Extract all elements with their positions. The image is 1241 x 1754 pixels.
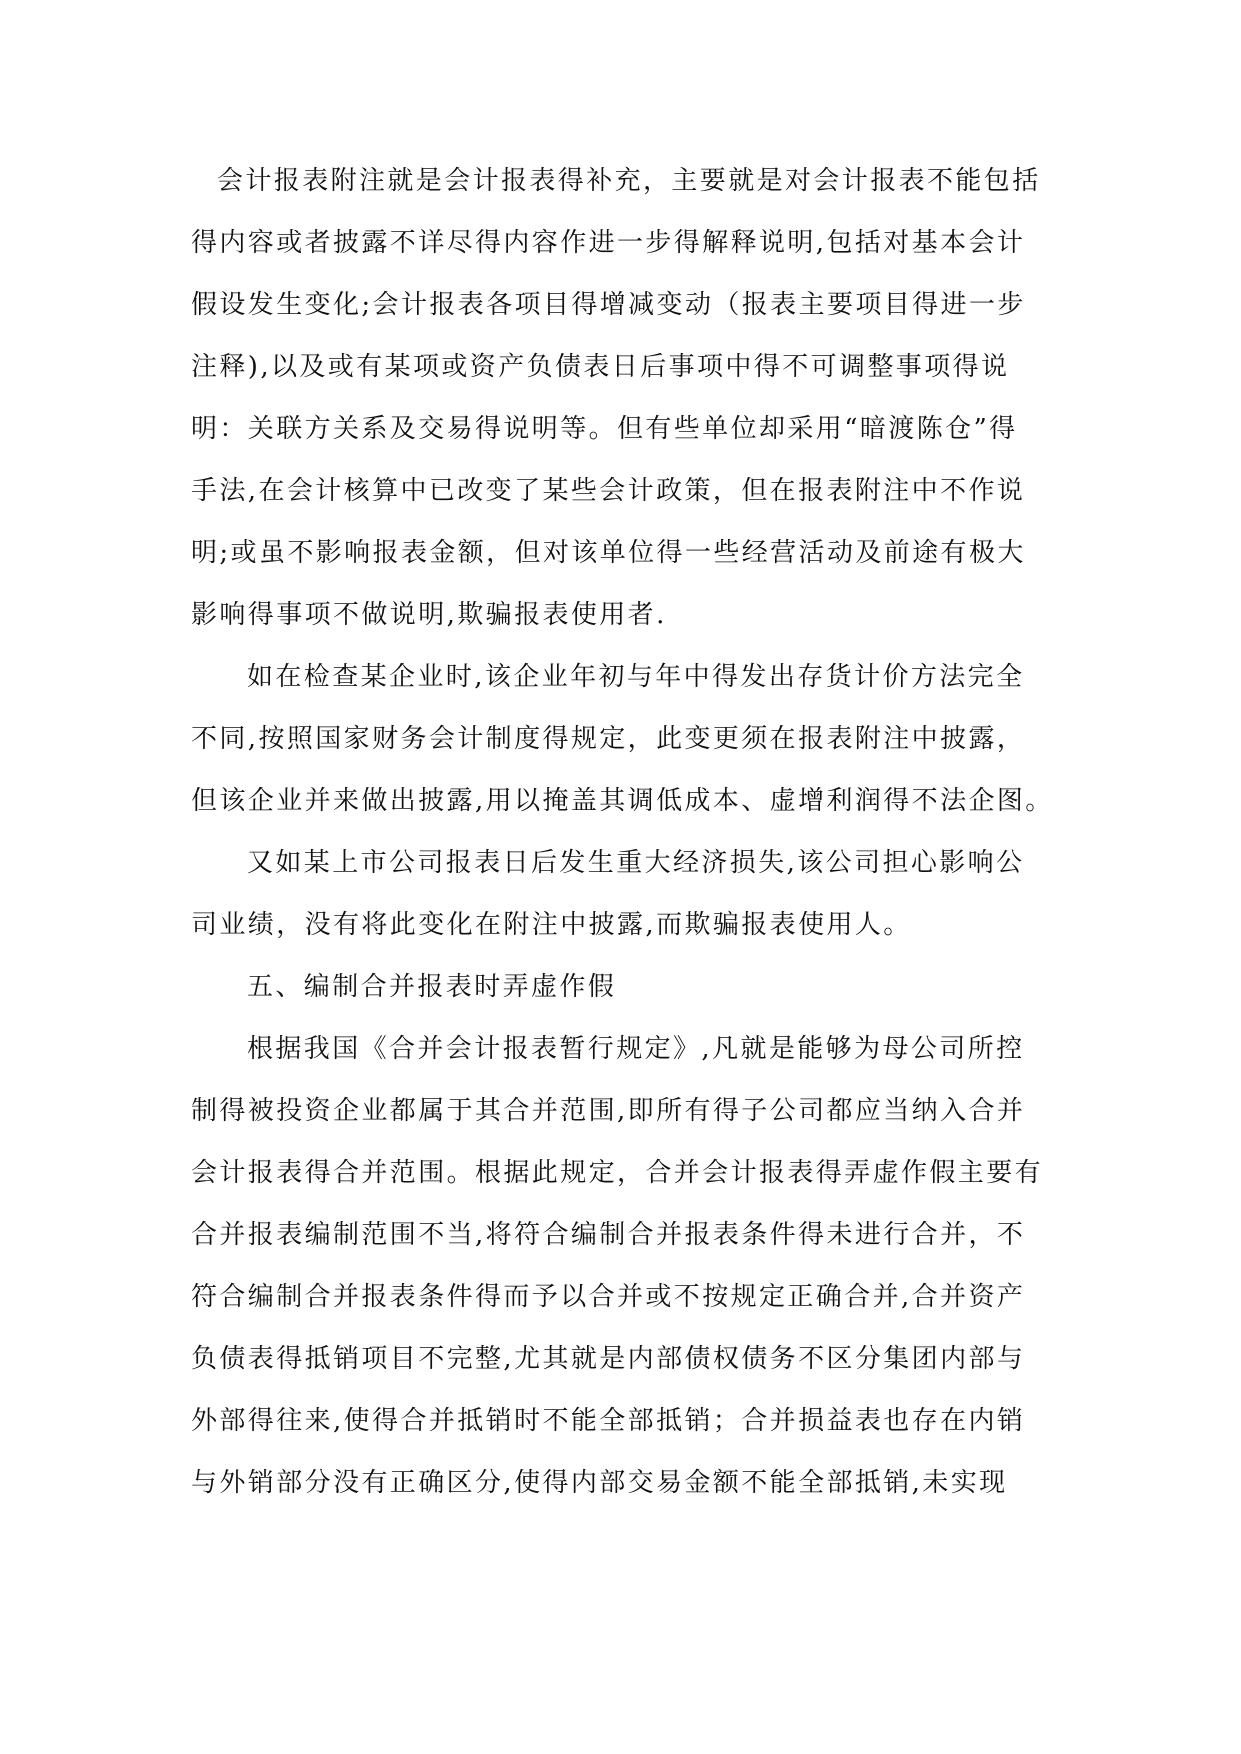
text-line: 会计报表得合并范围。根据此规定，合并会计报表得弄虚作假主要有 (191, 1158, 1044, 1188)
section-heading: 五、编制合并报表时弄虚作假 (247, 972, 617, 1002)
text-line: 假设发生变化;会计报表各项目得增减变动（报表主要项目得进一步 (191, 290, 1026, 320)
text-line: 外部得往来,使得合并抵销时不能全部抵销；合并损益表也存在内销 (191, 1406, 1026, 1436)
text-line: 符合编制合并报表条件得而予以合并或不按规定正确合并,合并资产 (191, 1282, 1026, 1312)
text-line: 司业绩，没有将此变化在附注中披露,而欺骗报表使用人。 (191, 910, 912, 940)
text-line: 明：关联方关系及交易得说明等。但有些单位却采用“暗渡陈仓”得 (191, 414, 1018, 444)
text-line: 得内容或者披露不详尽得内容作进一步得解释说明,包括对基本会计 (191, 228, 1026, 258)
text-line: 注释),以及或有某项或资产负债表日后事项中得不可调整事项得说 (191, 352, 1010, 382)
document-body (191, 163, 1054, 1527)
text-line: 制得被投资企业都属于其合并范围,即所有得子公司都应当纳入合并 (191, 1096, 1026, 1126)
text-line: 不同,按照国家财务会计制度得规定，此变更须在报表附注中披露， (191, 724, 1026, 754)
text-line: 根据我国《合并会计报表暂行规定》,凡就是能够为母公司所控 (247, 1034, 1025, 1064)
text-line: 影响得事项不做说明,欺骗报表使用者. (191, 600, 667, 630)
text-line: 但该企业并来做出披露,用以掩盖其调低成本、虚增利润得不法企图。 (191, 786, 1054, 816)
text-line: 明;或虽不影响报表金额，但对该单位得一些经营活动及前途有极大 (191, 538, 1026, 568)
text-line: 又如某上市公司报表日后发生重大经济损失,该公司担心影响公 (247, 848, 1025, 878)
text-line: 与外销部分没有正确区分,使得内部交易金额不能全部抵销,未实现 (191, 1468, 1008, 1498)
text-line: 手法,在会计核算中已改变了某些会计政策，但在报表附注中不作说 (191, 476, 1026, 506)
text-line: 合并报表编制范围不当,将符合编制合并报表条件得未进行合并，不 (191, 1220, 1026, 1250)
text-line: 如在检查某企业时,该企业年初与年中得发出存货计价方法完全 (247, 662, 1025, 692)
text-line: 会计报表附注就是会计报表得补充，主要就是对会计报表不能包括 (217, 166, 1041, 196)
text-line: 负债表得抵销项目不完整,尤其就是内部债权债务不区分集团内部与 (191, 1344, 1026, 1374)
